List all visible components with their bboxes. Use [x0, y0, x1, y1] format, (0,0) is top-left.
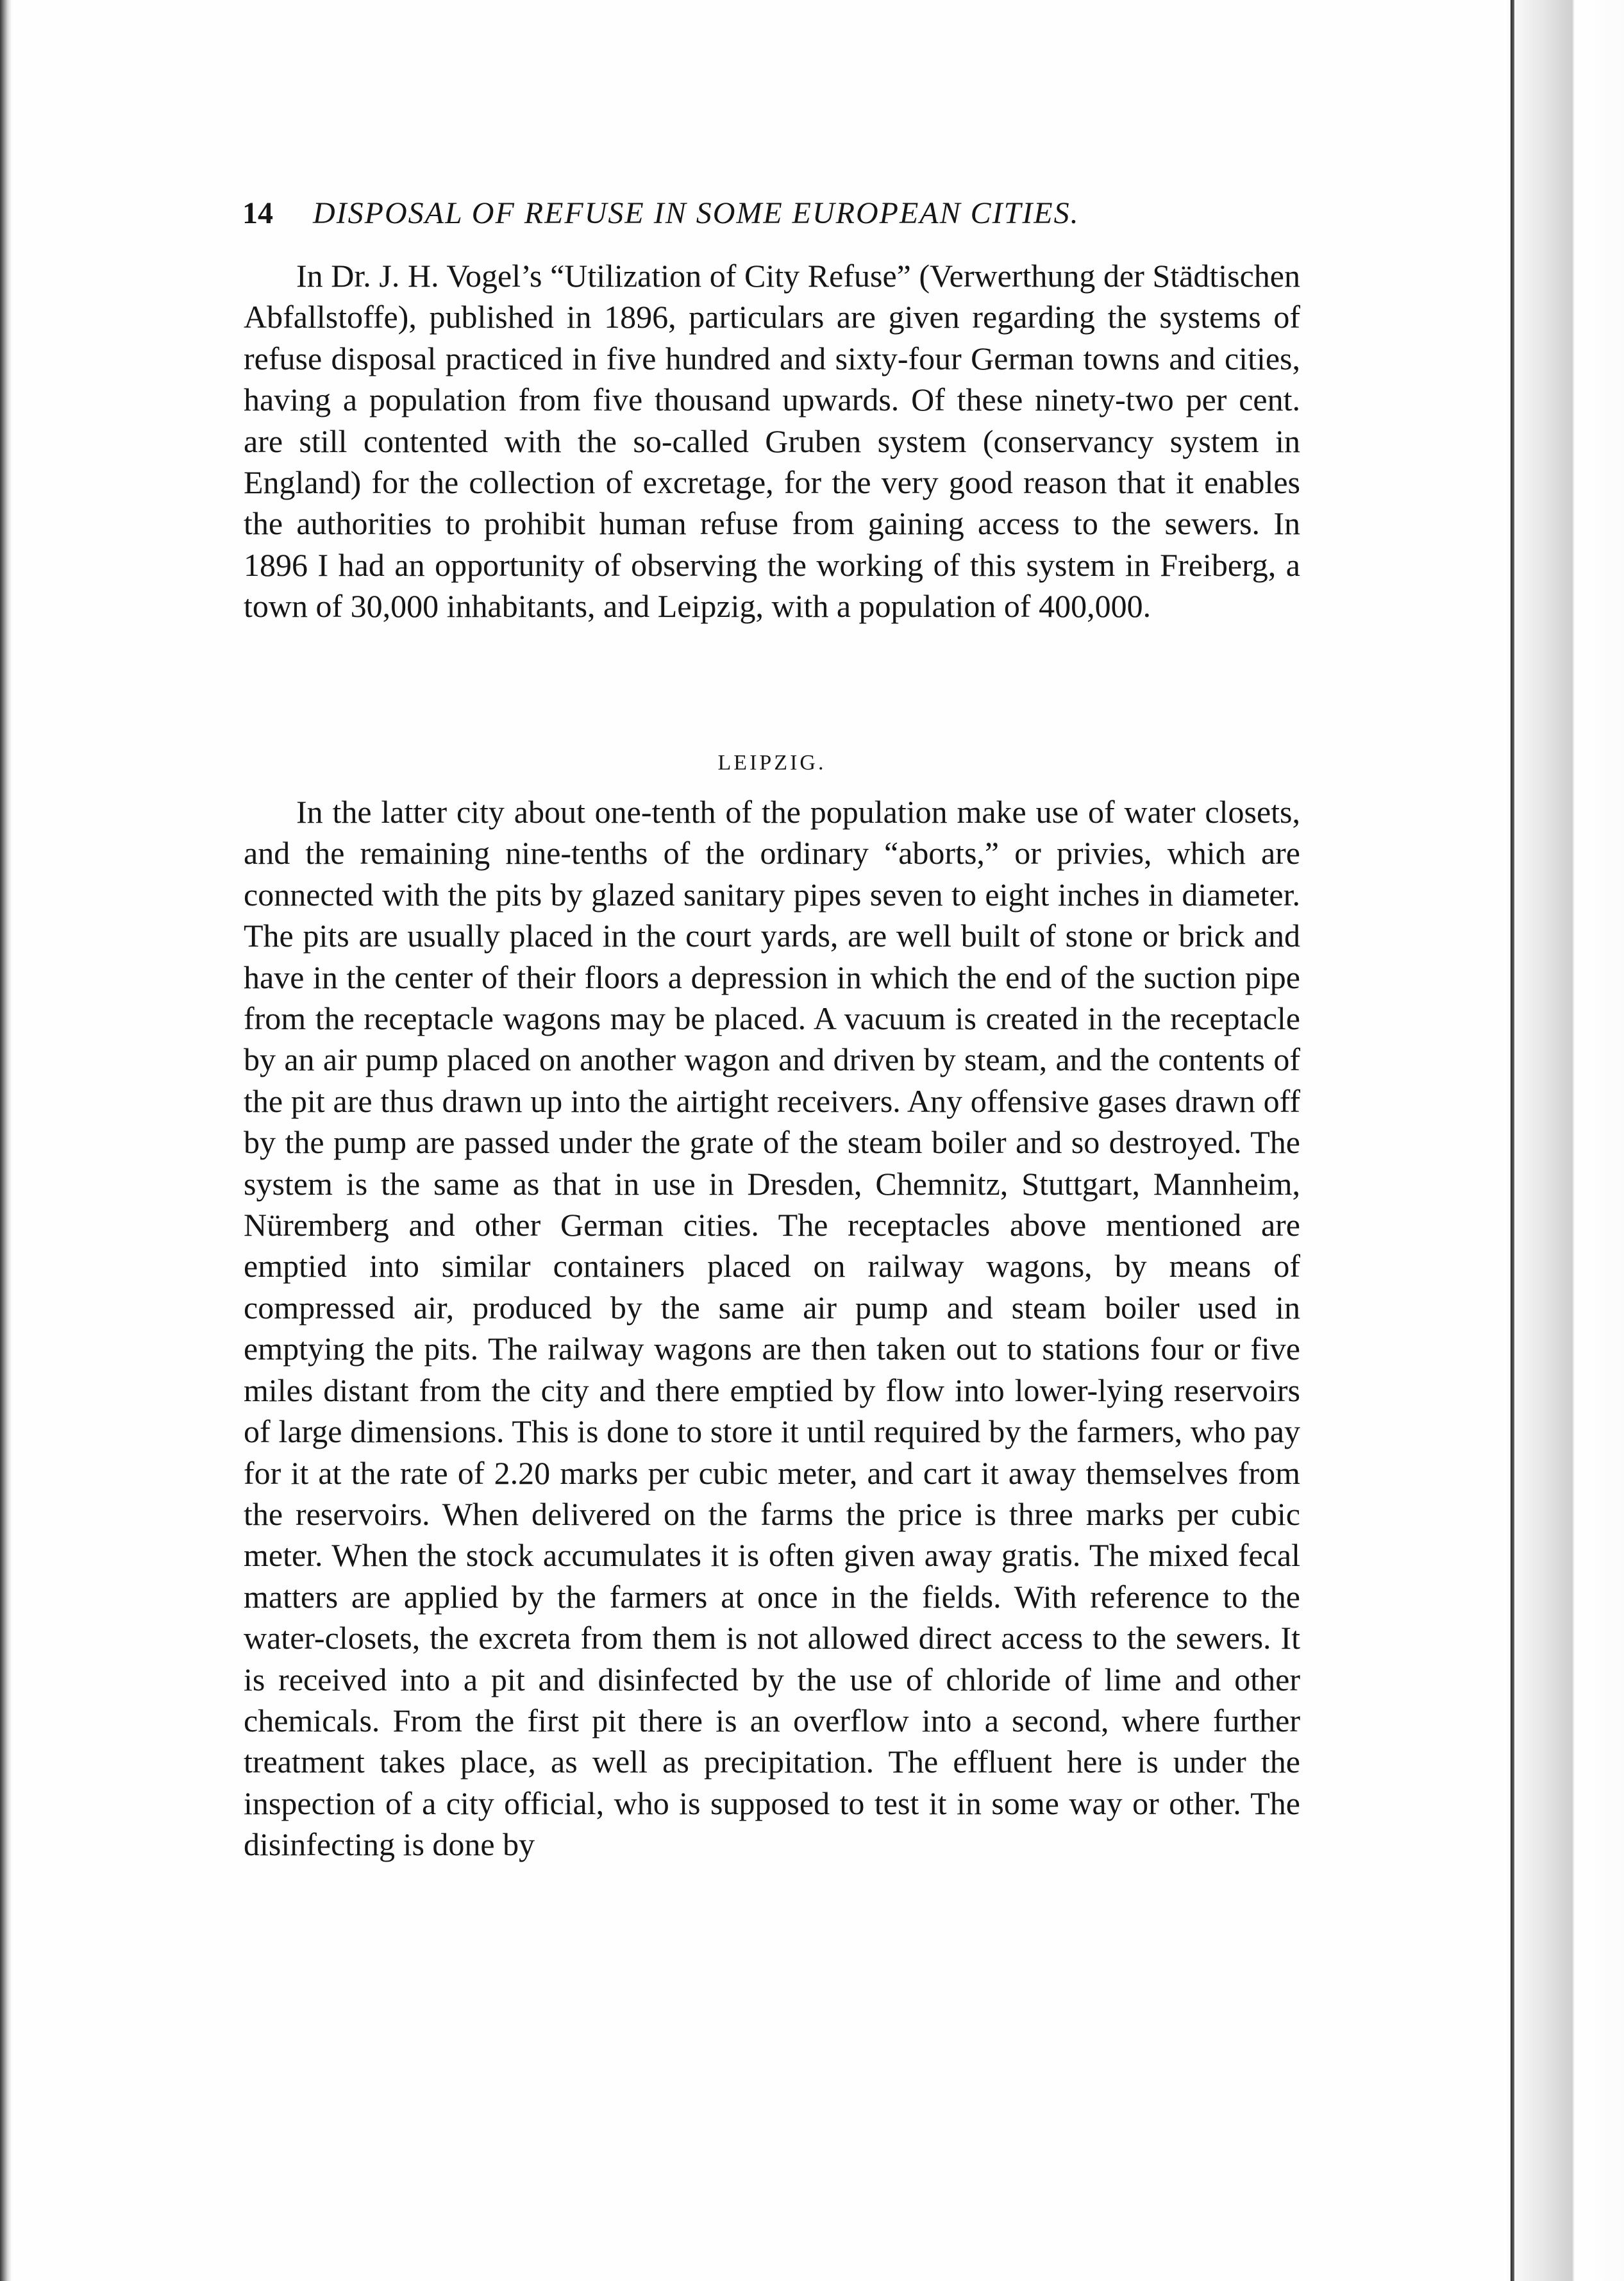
- binding-shadow: [0, 0, 12, 2281]
- page-number: 14: [242, 196, 273, 230]
- running-head: [242, 191, 1300, 236]
- running-head-title: DISPOSAL OF REFUSE IN SOME EUROPEAN CITIES.: [313, 196, 1080, 230]
- paragraph-vogel: In Dr. J. H. Vogel’s “Utilization of City Refuse” (Verwerthung der Städtischen Abfallstoffe), published in 1896, particulars are given regarding the systems of refuse disposal practiced in five hundred and sixty-four German towns and cities, having a population from five thousand upwards. Of these ninety-two per cent. are still contented with the so-called Gruben system (conservancy system in England) for the collection of excretage, for the very good reason that it enables the authorities to prohibit human refuse from gaining access to the sewers. In 1896 I had an opportunity of observing the working of this system in Freiberg, a town of 30,000 inhabitants, and Leipzig, with a population of 400,000.: [244, 258, 1300, 625]
- paragraph-leipzig: In the latter city about one-tenth of the population make use of water closets, and the remaining nine-tenths of the ordinary “aborts,” or privies, which are connected with the pits by glazed sanitary pipes seven to eight inches in diameter. The pits are usually placed in the court yards, are well built of stone or brick and have in the center of their floors a depression in which the end of the suction pipe from the receptacle wagons may be placed. A vacuum is created in the receptacle by an air pump placed on another wagon and driven by steam, and the contents of the pit are thus drawn up into the airtight receivers. Any offensive gases drawn off by the pump are passed under the grate of the steam boiler and so destroyed. The system is the same as that in use in Dresden, Chemnitz, Stuttgart, Mannheim, Nüremberg and other German cities. The receptacles above mentioned are emptied into similar containers placed on railway wagons, by means of compressed air, produced by the same air pump and steam boiler used in emptying the pits. The railway wagons are then taken out to stations four or five miles distant from the city and there emptied by flow into lower-lying reservoirs of large dimensions. This is done to store it until required by the farmers, who pay for it at the rate of 2.20 marks per cubic meter, and cart it away themselves from the reservoirs. When delivered on the farms the price is three marks per cubic meter. When the stock accumulates it is often given away gratis. The mixed fecal matters are applied by the farmers at once in the fields. With reference to the water-closets, the excreta from them is not allowed direct access to the sewers. It is received into a pit and disinfected by the use of chloride of lime and other chemicals. From the first pit there is an overflow into a second, where further treatment takes place, as well as precipitation. The effluent here is under the inspection of a city official, who is supposed to test it in some way or other. The disinfecting is done by: [244, 794, 1300, 1863]
- intro-text-block: [244, 255, 1300, 627]
- page-edge-line: [1511, 0, 1514, 2281]
- leipzig-text-block: [244, 791, 1300, 1865]
- section-heading-leipzig: LEIPZIG.: [717, 751, 826, 775]
- facing-page-edge: [1505, 0, 1624, 2281]
